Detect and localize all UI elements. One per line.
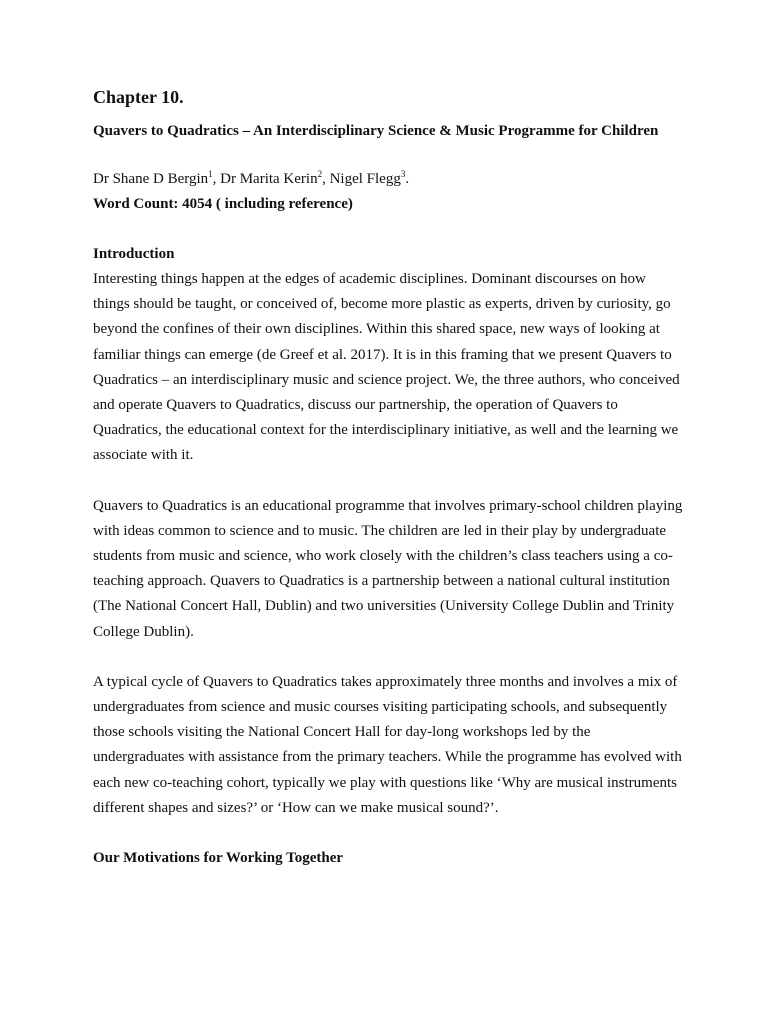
paragraph: A typical cycle of Quavers to Quadratics takes approximately three months and involves a mix of undergraduates from science and music courses visiting participating schools, and subsequently those schools visiting the National Concert Hall for day-long workshops led by the undergraduates with assistance from the primary teachers. While the programme has evolved with each new co-teaching cohort, typically we play with questions like ‘Why are musical instruments different shapes and sizes?’ or ‘How can we make musical sound?’.	[93, 673, 682, 816]
document-page	[93, 86, 683, 871]
paragraph: Interesting things happen at the edges of academic disciplines. Dominant discourses on how things should be taught, or conceived of, become more plastic as experts, driven by curiosity, go beyond the confines of their own disciplines. Within this shared space, new ways of looking at familiar things can emerge (de Greef et al. 2017). It is in this framing that we present Quavers to Quadratics – an interdisciplinary music and science project. We, the three authors, who conceived and operate Quavers to Quadratics, discuss our partnership, the operation of Quavers to Quadratics, the educational context for the interdisciplinary initiative, as well and the learning we associate with it.	[93, 271, 680, 464]
paragraph: Quavers to Quadratics is an educational programme that involves primary-school children playing with ideas common to science and to music. The children are led in their play by undergraduate students from music and science, who work closely with the children’s class teachers using a co-teaching approach. Quavers to Quadratics is a partnership between a national cultural institution (The National Concert Hall, Dublin) and two universities (University College Dublin and Trinity College Dublin).	[93, 497, 683, 640]
section-heading-introduction: Introduction	[93, 246, 175, 262]
section-heading-motivations: Our Motivations for Working Together	[93, 850, 344, 867]
author-affiliation-marker: 3	[400, 169, 406, 179]
document-title: Quavers to Quadratics – An Interdisciplinary Science & Music Programme for Children	[93, 123, 659, 139]
author-separator: ,	[212, 171, 221, 187]
author-name: Nigel Flegg	[329, 171, 401, 187]
author-affiliation-marker: 2	[317, 169, 323, 179]
author-name: Dr Marita Kerin	[220, 171, 318, 187]
author-affiliation-marker: 1	[208, 169, 213, 179]
word-count: Word Count: 4054 ( including reference)	[93, 196, 353, 212]
author-separator: .	[405, 171, 410, 187]
author-separator: ,	[322, 171, 330, 187]
author-name: Dr Shane D Bergin	[93, 171, 209, 187]
author-line	[93, 167, 683, 192]
chapter-heading: Chapter 10.	[93, 87, 184, 107]
